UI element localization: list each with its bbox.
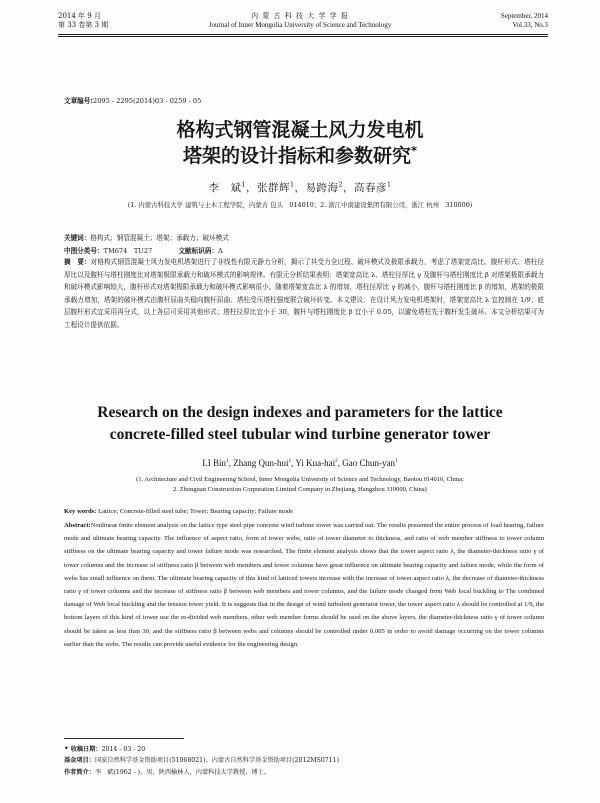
abstract-cn-label: 摘 要： <box>64 258 91 266</box>
affiliation-en-line2: 2. Zhongnan Construction Corporation Limited Company in Zhejiang, Hangzhou 310000, China) <box>173 486 427 493</box>
keywords-cn-value: 格构式；钢管混凝土；塔架；承载力；破坏模式 <box>90 234 229 242</box>
header-date: 2014 年 9 月 <box>58 12 101 20</box>
abstract-cn-text: 对格构式钢管混凝土风力发电机塔架进行了非线性有限元静力分析，揭示了其受力全过程、破坏模式及极限承载力，考虑了塔架宽高比、腹杆形式、塔柱径厚比以及腹杆与塔柱刚度比对塔架极限承载力和破坏模式的影响规律。有限元分析结果表明：塔架宽高比 λ、塔柱径厚比 γ 及腹杆与塔柱刚度比 β 对塔架极限承载力和破坏模式影响较大，腹杆形式对塔架极限承载力和破坏模式影响很小。随着塔架宽高比 λ 的增加，塔柱径厚比 γ 的减小，腹杆与塔柱刚度比 β 的增加，塔架的极限承载力增加，塔架的破坏模式由腹杆屈曲失稳向腹杆屈曲、塔柱受压塔柱强度联合破坏转变。本文建议：在设计风力发电机塔架时，塔架宽高比 λ 宜控制在 1/9；底层腹杆形式宜采用再分式，以上各层可采用其他形式；塔柱径厚比宜小于 30，腹杆与塔柱刚度比 β 宜小于 0.05，以避免塔柱先于腹杆发生破坏。本文分析结果可为工程设计提供依据。 <box>64 258 544 329</box>
received-label: 收稿日期： <box>70 746 102 753</box>
abstract-en-text: Nonlinear finite element analysis on the lattice type steel pipe concrete wind turbine tower was carried out. The results presented the entire process of load bearing, failure mode and ultimate bearing capacity. The influence of aspect ratio, form of tower webs, ratio of tower diameter to thickness, and ratio of web member stiffness to tower column stiffness on the ultimate bearing capacity and tower failure mode was researched. The finite element analysis shows that the tower aspect ratio λ, the diameter-thickness ratio γ of tower columns and the increase of stiffness ratio β between web members and tower columns have great influence on ultimate bearing capacity and failure mode, while the form of webs has small influence on them. The ultimate bearing capacity of this kind of latticed towers increase with the increase of tower aspect ratio λ, the decrease of diameter-thickness ratio γ of tower columns and the increase of stiffness ratio β between web members and tower columns, and the failure mode changed from Web local buckling to The combined damage of Web local buckling and the tension tower yield. It is suggests that in the design of wind turbulent generator tower, the tower aspect ratio λ should be controlled at 1/9, the bottom layers of this kind of tower use the re-divided web members, other web member forms should be used on the above layers, the diameter-thickness ratio γ of tower column should be taken as less than 30, and the stiffness ratio β between webs and columns should be controlled under 0.005 in order to avoid damage occurring on the tower columns earlier than the webs. The results can provide useful evidence for the engineering design. <box>64 522 544 648</box>
abstract-en-label: Abstract: <box>64 522 91 529</box>
journal-name-en: Journal of Inner Mongolia University of Science and Technology <box>208 21 392 29</box>
keywords-en-value: Lattice; Concrete-filled steel tube; Tower; Bearing capacity; Failure mode <box>98 508 294 515</box>
author-en: Yi Kua-hai$^2$ <box>295 458 338 468</box>
fund-text: 国家自然科学基金资助项目(51068021)，内蒙古自然科学基金资助项目(2012MS0711) <box>94 757 340 764</box>
article-number-value: 2095 - 2295(2014)03 - 0259 - 05 <box>93 97 202 105</box>
author-bio-text: 李 斌(1962 - )，男，陕西榆林人，内蒙科技大学教授，博士。 <box>94 769 271 776</box>
header-month-en: September, 2014 <box>500 12 548 20</box>
title-en-line2: concrete-filled steel tubular wind turbine generator tower <box>109 426 491 443</box>
title-cn-line1: 格构式钢管混凝土风力发电机 <box>176 119 424 141</box>
journal-name-cn: 内 蒙 古 科 技 大 学 学 报 <box>251 12 349 20</box>
keywords-cn <box>64 232 229 242</box>
title-en-line1: Research on the design indexes and parameters for the lattice <box>97 404 503 421</box>
author-en: Gao Chun-yan$^1$ <box>342 458 398 468</box>
article-number <box>64 95 201 105</box>
abstract-en <box>64 519 544 651</box>
title-footnote-mark: * <box>411 143 417 158</box>
footnote-fund <box>64 756 339 766</box>
keywords-en <box>64 508 293 515</box>
title-cn-line2-text: 塔架的设计指标和参数研究 <box>183 145 412 167</box>
affiliation-en-line1: (1. Architecture and Civil Engineering School, Inner Mongolia University of Science and Technology, Baotou 014010, China; <box>136 476 464 483</box>
author-bio-label: 作者简介： <box>64 769 95 776</box>
author-en: LI Bin$^1$ <box>202 458 229 468</box>
header-volume-en: Vol.33, No.3 <box>512 21 548 29</box>
received-date: 2014 - 03 - 20 <box>101 746 146 753</box>
article-number-label: 文章编号: <box>64 97 94 105</box>
header-rule-thin <box>58 36 548 37</box>
fund-label: 基金项目： <box>64 757 95 764</box>
header-center <box>150 12 450 30</box>
authors-en: LI Bin$^1$, Zhang Qun-hui$^1$, Yi Kua-hai$^2$, Gao Chun-yan$^1$ <box>202 458 398 468</box>
classification <box>64 245 223 255</box>
doc-code-label: 文献标识码： <box>178 247 219 255</box>
footnote-received: • 收稿日期：2014 - 03 - 20 <box>64 744 146 753</box>
clc-value: TM674 TU27 <box>103 247 153 255</box>
footnote-rule <box>64 738 184 739</box>
authors-cn: 李 斌$^1$，张群辉$^1$，易跨海$^2$，高春彦$^1$ <box>208 181 392 194</box>
header-volume-cn: 第 33 卷第 3 期 <box>58 21 109 29</box>
author-cn: 易跨海$^2$ <box>305 181 344 194</box>
header-rule <box>58 34 548 35</box>
author-cn: 高春彦$^1$ <box>354 181 392 194</box>
keywords-cn-label: 关键词： <box>64 234 91 242</box>
author-cn: 李 斌$^1$ <box>208 181 246 194</box>
doc-code-value: A <box>218 247 223 255</box>
header-right <box>501 12 548 30</box>
abstract-cn <box>64 256 544 332</box>
author-cn: 张群辉$^1$ <box>256 181 295 194</box>
footnote-author <box>64 768 270 778</box>
affiliation-cn: (1. 内蒙古科技大学 建筑与土木工程学院，内蒙古 包头 014010；2. 浙江中南建设集团有限公司，浙江 杭州 310000) <box>127 201 473 209</box>
keywords-en-label: Key words: <box>64 508 97 515</box>
header-left <box>58 12 108 30</box>
author-en: Zhang Qun-hui$^1$ <box>233 458 292 468</box>
affiliation-en <box>0 475 600 495</box>
title-cn-line2 <box>0 145 600 168</box>
clc-label: 中图分类号： <box>64 247 104 255</box>
